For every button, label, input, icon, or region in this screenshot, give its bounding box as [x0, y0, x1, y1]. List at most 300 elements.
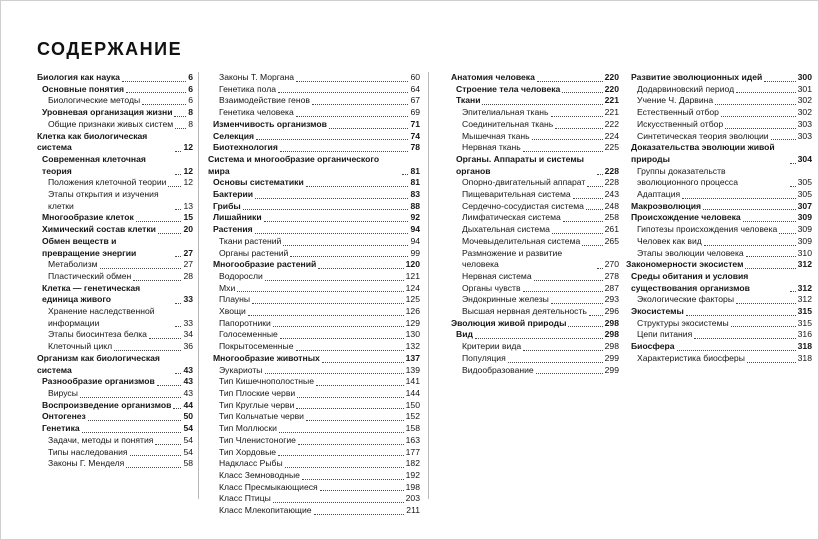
toc-entry-page-number: 265 — [604, 235, 619, 246]
toc-entry — [451, 84, 619, 96]
toc-entry-title: Водоросли — [219, 270, 263, 281]
dot-leader — [686, 315, 796, 316]
dot-leader — [88, 420, 182, 421]
dot-leader — [155, 444, 181, 445]
toc-entry-title: Биотехнология — [213, 142, 278, 153]
toc-entry — [451, 95, 619, 107]
dot-leader — [314, 514, 405, 515]
toc-column-3 — [451, 72, 619, 376]
toc-entry-page-number: 270 — [604, 259, 619, 270]
toc-columns — [37, 72, 812, 517]
toc-entry-title: Генетика пола — [219, 83, 276, 94]
toc-entry-title: Вид — [456, 329, 473, 340]
dot-leader — [402, 174, 408, 175]
toc-entry-title: Мышечная ткань — [462, 130, 530, 141]
toc-entry-title: Пластический обмен — [48, 270, 132, 281]
dot-leader — [175, 303, 181, 304]
toc-entry-title: Клетка как биологическая система — [37, 130, 148, 153]
toc-entry-page-number: 8 — [188, 107, 193, 118]
toc-entry-page-number: 228 — [604, 165, 619, 176]
toc-entry-title: Размножение и развитие человека — [462, 247, 563, 270]
toc-column-1 — [37, 72, 193, 470]
dot-leader — [743, 221, 796, 222]
toc-entry-title: Современная клеточная теория — [42, 153, 146, 176]
toc-entry-title: Высшая нервная деятельность — [462, 306, 587, 317]
dot-leader — [136, 221, 182, 222]
dot-leader — [256, 139, 408, 140]
toc-entry-page-number: 158 — [405, 423, 420, 434]
toc-entry-title: Биосфера — [631, 341, 675, 352]
toc-entry-page-number: 58 — [183, 458, 193, 469]
dot-leader — [283, 245, 408, 246]
toc-entry-page-number: 50 — [183, 411, 193, 422]
toc-entry-title: Среды обитания и условия существования организмов — [631, 270, 750, 293]
toc-entry-title: Пищеварительная система — [462, 189, 571, 200]
toc-entry-title: Селекция — [213, 130, 254, 141]
toc-entry-title: Этапы биосинтеза белка — [48, 329, 147, 340]
toc-entry-title: Этапы открытия и изучения клетки — [48, 189, 159, 211]
toc-entry-page-number: 305 — [797, 189, 812, 200]
toc-entry — [37, 411, 193, 423]
dot-leader — [306, 420, 404, 421]
toc-entry — [451, 201, 619, 213]
toc-entry-title: Общие признаки живых систем — [48, 118, 174, 129]
toc-entry-title: Доказательства эволюции живой природы — [631, 142, 775, 164]
toc-entry-page-number: 301 — [797, 83, 812, 94]
toc-entry-page-number: 129 — [405, 317, 420, 328]
toc-entry-title: Анатомия человека — [451, 72, 535, 82]
toc-entry-page-number: 299 — [604, 352, 619, 363]
toc-entry — [37, 119, 193, 131]
toc-entry-page-number: 304 — [797, 153, 812, 164]
toc-entry — [37, 177, 193, 189]
toc-entry-title: Эволюция живой природы — [451, 317, 567, 328]
toc-entry-page-number: 13 — [183, 200, 193, 211]
toc-entry-page-number: 92 — [410, 212, 420, 223]
dot-leader — [175, 256, 181, 257]
toc-entry — [208, 84, 420, 96]
dot-leader — [265, 280, 404, 281]
toc-entry-page-number: 309 — [797, 235, 812, 246]
dot-leader — [320, 490, 404, 491]
dot-leader — [318, 268, 403, 269]
toc-entry-page-number: 316 — [797, 329, 812, 340]
toc-entry — [208, 388, 420, 400]
dot-leader — [264, 221, 409, 222]
toc-entry-title: Органы чувств — [462, 282, 521, 293]
dot-leader — [562, 92, 602, 93]
toc-entry — [208, 365, 420, 377]
toc-entry — [451, 248, 619, 271]
toc-entry-title: Опорно-двигательный аппарат — [462, 177, 586, 188]
toc-entry-title: Этапы эволюции человека — [637, 247, 744, 258]
toc-entry-page-number: 225 — [604, 142, 619, 153]
dot-leader — [280, 338, 404, 339]
toc-entry-page-number: 126 — [405, 306, 420, 317]
dot-leader — [790, 163, 796, 164]
dot-leader — [297, 397, 403, 398]
toc-entry-title: Эукариоты — [219, 364, 263, 375]
toc-entry-page-number: 34 — [183, 329, 193, 340]
toc-entry-title: Надкласс Рыбы — [219, 458, 283, 469]
toc-entry-page-number: 43 — [183, 364, 193, 375]
toc-entry — [37, 107, 193, 119]
toc-entry — [208, 142, 420, 154]
toc-entry-title: Цепи питания — [637, 329, 693, 340]
dot-leader — [764, 81, 795, 82]
toc-entry — [208, 329, 420, 341]
toc-entry-page-number: 43 — [183, 387, 193, 398]
toc-entry — [451, 154, 619, 177]
toc-entry-page-number: 99 — [410, 247, 420, 258]
toc-entry-page-number: 33 — [183, 294, 193, 305]
toc-entry-title: Хранение наследственной информации — [48, 306, 155, 328]
dot-leader — [329, 128, 408, 129]
toc-entry-page-number: 125 — [405, 294, 420, 305]
dot-leader — [731, 326, 796, 327]
dot-leader — [523, 291, 603, 292]
toc-entry-page-number: 309 — [797, 212, 812, 223]
dot-leader — [149, 338, 181, 339]
dot-leader — [175, 128, 186, 129]
toc-entry — [451, 283, 619, 295]
toc-entry-page-number: 81 — [410, 177, 420, 188]
toc-entry — [451, 131, 619, 143]
dot-leader — [736, 303, 796, 304]
toc-entry-page-number: 228 — [604, 177, 619, 188]
toc-entry-title: Критерии вида — [462, 341, 522, 352]
toc-entry — [208, 236, 420, 248]
dot-leader — [568, 326, 602, 327]
toc-entry-title: Развитие эволюционных идей — [631, 72, 763, 82]
toc-entry-title: Тип Моллюски — [219, 423, 277, 434]
toc-entry-title: Голосеменные — [219, 329, 278, 340]
page-title: СОДЕРЖАНИЕ — [37, 39, 183, 59]
toc-entry — [208, 72, 420, 84]
toc-entry-page-number: 287 — [604, 282, 619, 293]
toc-entry-title: Разнообразие организмов — [42, 376, 155, 387]
toc-entry-page-number: 305 — [797, 177, 812, 188]
dot-leader — [157, 385, 182, 386]
toc-entry-title: Обмен веществ и превращение энергии — [42, 235, 137, 258]
toc-entry-title: Нервная ткань — [462, 142, 521, 153]
toc-entry-title: Грибы — [213, 200, 241, 211]
toc-entry-title: Плауны — [219, 294, 251, 305]
toc-entry-page-number: 78 — [410, 142, 420, 153]
toc-entry-title: Класс Млекопитающие — [219, 505, 312, 516]
toc-entry — [208, 306, 420, 318]
dot-leader — [475, 338, 603, 339]
dot-leader — [482, 104, 602, 105]
toc-entry-title: Тип Круглые черви — [219, 399, 295, 410]
toc-entry — [208, 400, 420, 412]
toc-entry-page-number: 144 — [405, 387, 420, 398]
toc-entry — [208, 505, 420, 517]
toc-entry-title: Химический состав клетки — [42, 224, 156, 235]
dot-leader — [790, 291, 796, 292]
toc-entry — [208, 376, 420, 388]
dot-leader — [552, 233, 603, 234]
toc-entry-title: Многообразие клеток — [42, 212, 134, 223]
toc-entry — [208, 119, 420, 131]
dot-leader — [312, 104, 409, 105]
toc-entry-title: Закономерности экосистем — [626, 259, 744, 270]
toc-entry-title: Тип Членистоногие — [219, 434, 296, 445]
toc-entry-title: Биологические методы — [48, 95, 141, 106]
toc-entry-page-number: 60 — [410, 72, 420, 82]
toc-entry — [626, 306, 812, 318]
toc-entry — [451, 353, 619, 365]
dot-leader — [255, 233, 409, 234]
toc-entry — [626, 212, 812, 224]
toc-entry-title: Экосистемы — [631, 306, 684, 317]
dot-leader — [168, 186, 181, 187]
toc-entry — [451, 271, 619, 283]
toc-entry-title: Типы наследования — [48, 446, 128, 457]
toc-entry — [626, 142, 812, 165]
toc-entry-page-number: 302 — [797, 95, 812, 106]
dot-leader — [790, 186, 796, 187]
toc-entry-title: Воспроизведение организмов — [42, 399, 172, 410]
toc-entry — [37, 376, 193, 388]
toc-entry — [208, 493, 420, 505]
dot-leader — [279, 432, 404, 433]
toc-entry-page-number: 312 — [797, 282, 812, 293]
toc-entry-page-number: 163 — [405, 434, 420, 445]
toc-entry-page-number: 220 — [604, 83, 619, 94]
toc-entry-title: Законы Г. Менделя — [48, 458, 125, 469]
toc-entry-title: Основы систематики — [213, 177, 304, 188]
toc-entry — [37, 341, 193, 353]
toc-entry-page-number: 88 — [410, 200, 420, 211]
toc-entry-title: Растения — [213, 224, 253, 235]
toc-entry-page-number: 224 — [604, 130, 619, 141]
toc-entry — [37, 458, 193, 470]
toc-entry — [451, 177, 619, 189]
dot-leader — [534, 280, 603, 281]
toc-entry-page-number: 137 — [405, 352, 420, 363]
toc-entry-page-number: 221 — [604, 107, 619, 118]
toc-entry-page-number: 182 — [405, 458, 420, 469]
toc-entry-page-number: 33 — [183, 317, 193, 328]
toc-entry-page-number: 312 — [797, 259, 812, 270]
toc-entry-title: Уровневая организация жизни — [42, 107, 173, 118]
toc-entry — [208, 154, 420, 177]
toc-entry-page-number: 312 — [797, 294, 812, 305]
toc-entry — [208, 341, 420, 353]
toc-entry — [208, 283, 420, 295]
dot-leader — [130, 455, 182, 456]
toc-entry-title: Синтетическая теория эволюции — [637, 130, 769, 141]
dot-leader — [523, 350, 603, 351]
toc-entry-page-number: 303 — [797, 130, 812, 141]
dot-leader — [296, 350, 404, 351]
toc-entry-title: Тип Плоские черви — [219, 387, 296, 398]
toc-entry-title: Изменчивость организмов — [213, 118, 327, 129]
toc-entry — [208, 177, 420, 189]
toc-entry-title: Группы доказательств эволюционного процесса — [637, 165, 738, 188]
toc-entry-page-number: 141 — [405, 376, 420, 387]
dot-leader — [82, 432, 182, 433]
toc-entry-title: Покрытосеменные — [219, 341, 294, 352]
dot-leader — [677, 350, 796, 351]
toc-entry-page-number: 130 — [405, 329, 420, 340]
dot-leader — [745, 268, 795, 269]
toc-entry — [208, 95, 420, 107]
toc-entry-page-number: 310 — [797, 247, 812, 258]
toc-entry-page-number: 307 — [797, 200, 812, 211]
toc-entry — [626, 95, 812, 107]
dot-leader — [126, 467, 181, 468]
toc-entry-page-number: 309 — [797, 224, 812, 235]
toc-entry-title: Класс Пресмыкающиеся — [219, 481, 318, 492]
toc-entry — [451, 189, 619, 201]
toc-entry-title: Адаптация — [637, 189, 681, 200]
toc-entry-page-number: 296 — [604, 306, 619, 317]
toc-entry-page-number: 258 — [604, 212, 619, 223]
toc-entry — [37, 435, 193, 447]
dot-leader — [278, 455, 404, 456]
toc-entry-title: Клеточный цикл — [48, 341, 113, 352]
dot-leader — [285, 467, 404, 468]
toc-entry — [208, 470, 420, 482]
toc-entry-title: Додарвиновский период — [637, 83, 735, 94]
toc-entry-page-number: 83 — [410, 189, 420, 200]
toc-entry-title: Органы. Аппараты и системы органов — [456, 153, 585, 176]
toc-entry-page-number: 198 — [405, 481, 420, 492]
toc-entry-page-number: 303 — [797, 118, 812, 129]
toc-entry-page-number: 69 — [410, 107, 420, 118]
toc-entry-page-number: 124 — [405, 282, 420, 293]
toc-entry-title: Вирусы — [48, 387, 78, 398]
toc-entry-title: Законы Т. Моргана — [219, 72, 295, 82]
dot-leader — [296, 81, 408, 82]
toc-entry — [208, 189, 420, 201]
toc-entry — [208, 411, 420, 423]
toc-entry — [208, 259, 420, 271]
dot-leader — [747, 362, 796, 363]
toc-entry — [451, 236, 619, 248]
toc-entry — [208, 131, 420, 143]
toc-entry — [208, 212, 420, 224]
toc-entry-page-number: 150 — [405, 399, 420, 410]
toc-entry-page-number: 192 — [405, 469, 420, 480]
toc-entry — [208, 294, 420, 306]
toc-entry-page-number: 121 — [405, 270, 420, 281]
dot-leader — [316, 385, 404, 386]
toc-entry — [626, 341, 812, 353]
toc-entry — [208, 224, 420, 236]
dot-leader — [306, 186, 409, 187]
toc-entry-title: Генетика — [42, 423, 80, 434]
toc-entry-title: Учение Ч. Дарвина — [637, 95, 714, 106]
toc-entry-title: Структуры экосистемы — [637, 317, 729, 328]
dot-leader — [582, 245, 602, 246]
dot-leader — [298, 444, 404, 445]
dot-leader — [296, 116, 409, 117]
toc-entry — [626, 119, 812, 131]
toc-entry — [208, 482, 420, 494]
dot-leader — [80, 397, 182, 398]
toc-entry-page-number: 54 — [183, 434, 193, 445]
toc-entry-page-number: 6 — [188, 83, 193, 94]
toc-entry-page-number: 315 — [797, 306, 812, 317]
dot-leader — [122, 81, 186, 82]
toc-entry — [208, 248, 420, 260]
dot-leader — [302, 479, 404, 480]
toc-entry — [37, 131, 193, 154]
toc-entry-title: Хвощи — [219, 306, 246, 317]
toc-entry-title: Строение тела человека — [456, 83, 561, 94]
dot-leader — [573, 198, 603, 199]
toc-entry-page-number: 54 — [183, 446, 193, 457]
toc-entry-page-number: 315 — [797, 317, 812, 328]
dot-leader — [715, 104, 795, 105]
dot-leader — [296, 408, 403, 409]
toc-entry — [451, 329, 619, 341]
toc-entry — [451, 318, 619, 330]
toc-entry-page-number: 8 — [188, 118, 193, 129]
dot-leader — [273, 502, 404, 503]
dot-leader — [237, 291, 403, 292]
toc-entry-page-number: 71 — [410, 118, 420, 129]
toc-entry — [626, 224, 812, 236]
toc-entry-page-number: 12 — [183, 177, 193, 188]
toc-entry-title: Тип Кишечнополостные — [219, 376, 314, 387]
toc-entry-page-number: 243 — [604, 189, 619, 200]
toc-entry — [626, 189, 812, 201]
toc-entry-title: Взаимодействие генов — [219, 95, 310, 106]
toc-entry-title: Человек как вид — [637, 235, 702, 246]
toc-entry — [37, 212, 193, 224]
toc-entry — [451, 142, 619, 154]
toc-entry-page-number: 36 — [183, 341, 193, 352]
dot-leader — [704, 245, 796, 246]
dot-leader — [551, 303, 603, 304]
toc-entry-title: Класс Земноводные — [219, 469, 300, 480]
dot-leader — [175, 174, 181, 175]
toc-entry — [626, 329, 812, 341]
toc-entry-page-number: 6 — [188, 72, 193, 82]
toc-entry-title: Бактерии — [213, 189, 254, 200]
dot-leader — [175, 373, 181, 374]
toc-entry-page-number: 43 — [183, 376, 193, 387]
dot-leader — [175, 151, 181, 152]
toc-entry-title: Популяция — [462, 352, 506, 363]
toc-entry-title: Лишайники — [213, 212, 262, 223]
toc-entry-page-number: 220 — [604, 72, 619, 82]
toc-entry-page-number: 44 — [183, 399, 193, 410]
toc-entry — [37, 271, 193, 283]
toc-entry-title: Положения клеточной теории — [48, 177, 167, 188]
toc-entry-title: Папоротники — [219, 317, 271, 328]
toc-entry — [208, 423, 420, 435]
toc-entry-title: Задачи, методы и понятия — [48, 434, 154, 445]
dot-leader — [255, 198, 408, 199]
toc-column-2 — [208, 72, 420, 517]
toc-entry — [626, 318, 812, 330]
dot-leader — [537, 81, 603, 82]
toc-entry-title: Клетка — генетическая единица живого — [42, 282, 141, 305]
toc-entry — [451, 341, 619, 353]
toc-entry-page-number: 221 — [604, 95, 619, 106]
toc-entry-title: Биология как наука — [37, 72, 120, 82]
toc-entry-title: Тип Кольчатые черви — [219, 411, 304, 422]
toc-entry — [37, 400, 193, 412]
toc-entry-page-number: 12 — [183, 165, 193, 176]
toc-entry — [626, 259, 812, 271]
toc-entry-title: Тип Хордовые — [219, 446, 277, 457]
